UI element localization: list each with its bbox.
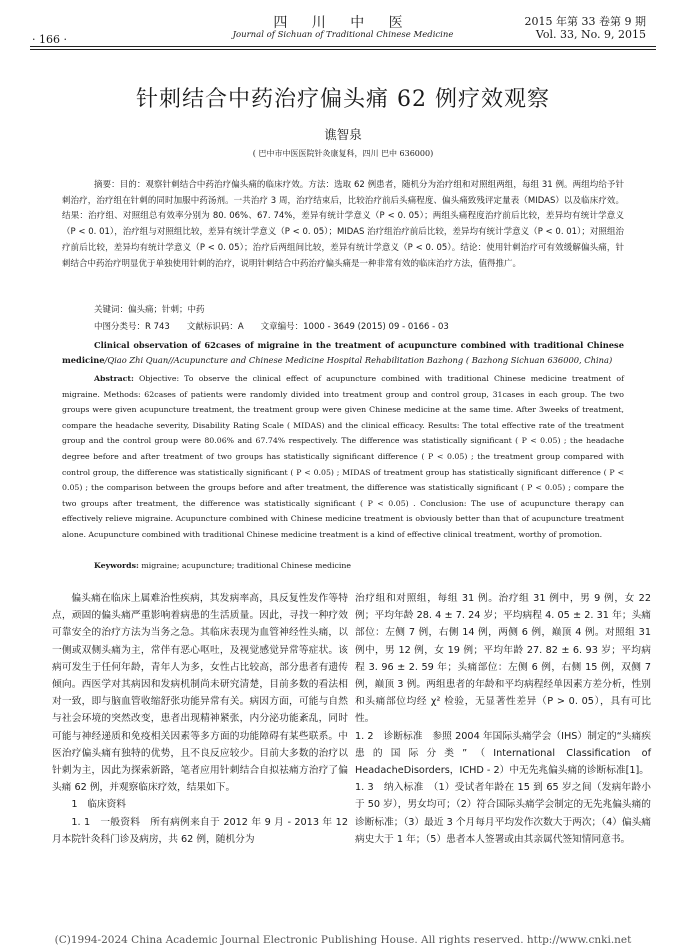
english-keywords-text: migraine; acupuncture; traditional Chinese medicine	[141, 561, 352, 570]
english-abstract-text: Objective: To observe the clinical effect of acupuncture combined with traditional Chinese medicine treatment of migraine. Methods: 62cases of patients were randomly divided into treatment group and control group, 31cases in each group. The two groups were given acupuncture treatment, the treatment group were given Chinese medicine at the same time. After 3weeks of treatment, compare the headache severity, Disability Rating Scale ( MIDAS) and the clinical efficacy. Results: The total effective rate of the treatment group and the control group were 80.06% and 67.74% respectively. The difference was statistically significant ( P < 0.05) ; the headache degree before and after treatment of two groups has statistically significant difference ( P < 0.05) ; the treatment group compared with control group, the difference was statistically significant ( P < 0.05) ; MIDAS of treatment group has statistically significant difference ( P < 0.05) ; the comparison between the groups before and after treatment, the difference was statistically significant ( P < 0.05) ; compare the two groups after treatment, the difference was statistically significant ( P < 0.05) . Conclusion: The use of acupuncture therapy can effectively relieve migraine. Acupuncture combined with Chinese medicine treatment is obviously better than that of acupuncture treatment alone. Acupuncture combined with traditional Chinese medicine treatment is a kind of effective clinical treatment, worthy of promotion.	[62, 374, 624, 539]
keywords-label: Keywords:	[94, 561, 139, 570]
issue-info-en: Vol. 33, No. 9, 2015	[535, 28, 646, 41]
keywords-cn: 关键词：偏头痛；针刺；中药	[94, 305, 205, 315]
intro-paragraph: 偏头痛在临床上属难治性疾病，其发病率高，具反复性发作等特点，顽固的偏头痛严重影响着病患的生活质量。因此，寻找一种疗效可靠安全的治疗方法为当务之急。其临床表现为血管神经性头痛，以一侧或双侧头痛为主，常伴有恶心呕吐，及视觉感觉异常等症状。该病可发生于任何年龄，青年人为多，女性占比较高，部分患者有遗传倾向。西医学对其病因和发病机制尚未研究清楚，目前多数的看法相对一致，即与脑血管收缩舒张功能异常有关。病因方面，可能与自然与社会环境的突然改变，患者出现精神紧张，内分泌功能紊乱，同时可能与神经递质和免疫相关因素等多方面的功能障碍有某些联系。中医治疗偏头痛有独特的优势，且不良反应较少。目前大多数的治疗以针刺为主，因此为探索新路，笔者应用针刺结合自拟祛痛方治疗了偏头痛 62 例，并观察临床疗效，结果如下。	[52, 593, 348, 794]
english-title-text: Clinical observation of 62cases of migraine in the treatment of acupuncture combined with traditional Chinese medicine	[62, 340, 624, 365]
abstract-cn: 摘要：目的：观察针刺结合中药治疗偏头痛的临床疗效。方法：选取 62 例患者，随机分为治疗组和对照组两组，每组 31 例。两组均给予针刺治疗，治疗组在针刺的同时加服中药汤剂。一共治疗 3 周，治疗结束后，比较治疗前后头痛程度、偏头痛致残评定量表（MIDAS）以及临床疗效。结果：治疗组、对照组总有效率分别为 80. 06%、67. 74%，差异有统计学意义（P < 0. 05）；两组头痛程度治疗前后比较，差异均有统计学意义（P < 0. 01），治疗组与对照组比较，差异有统计学意义（P < 0. 05）；MIDAS 治疗组治疗前后比较，差异均有统计学意义（P < 0. 01）；对照组治疗前后比较，差异均有统计学意义（P < 0. 05）；治疗后两组间比较，差异有统计学意义（P < 0. 05）。结论：使用针刺治疗可有效缓解偏头痛，针刺结合中药治疗明显优于单独使用针刺的治疗，说明针刺结合中药治疗偏头痛是一种非常有效的临床治疗方法，值得推广。	[62, 180, 624, 269]
classification-info: 中图分类号：R 743 文献标识码：A 文章编号：1000 - 3649 (2015) 09 - 0166 - 03	[94, 322, 449, 332]
article-title: 针刺结合中药治疗偏头痛 62 例疗效观察	[136, 87, 550, 112]
issue-info-cn: 2015 年第 33 卷第 9 期	[524, 15, 646, 28]
english-title	[62, 338, 624, 368]
body-column-left	[52, 590, 348, 848]
journal-title-cn: 四 川 中 医	[273, 15, 413, 31]
english-author-line: /Qiao Zhi Quan//Acupuncture and Chinese Medicine Hospital Rehabilitation Bazhong ( Bazhong Sichuan 636000, China)	[104, 355, 613, 365]
author-affiliation: ( 巴中市中医医院针灸康复科，四川 巴中 636000)	[252, 149, 434, 158]
journal-title-en: Journal of Sichuan of Traditional Chinese Medicine	[232, 30, 454, 40]
article-author: 谯智泉	[324, 127, 362, 142]
section-1-1-paragraph: 1. 1 一般资料 所有病例来自于 2012 年 9 月 - 2013 年 12 月本院针灸科门诊及病房，共 62 例，随机分为	[52, 816, 348, 845]
section-heading-1: 1 临床资料	[71, 799, 126, 811]
header-rule-thin	[30, 49, 656, 50]
diagnosis-criteria-paragraph: 1. 2 诊断标准 参照 2004 年国际头痛学会（IHS）制定的“头痛疾患的国际分类”（International Classification of HeadacheDisorders，ICHD - 2）中无先兆偏头痛的诊断标准[1]。	[355, 730, 651, 777]
header-rule	[30, 46, 656, 47]
page-number: · 166 ·	[32, 33, 67, 46]
group-details-paragraph: 治疗组和对照组，每组 31 例。治疗组 31 例中，男 9 例，女 22 例；平均年龄 28. 4 ± 7. 24 岁；平均病程 4. 05 ± 2. 31 年；头痛部位：左侧 7 例，右侧 14 例，两侧 6 例，巅顶 4 例。对照组 31 例中，男 12 例，女 19 例；平均年龄 27. 82 ± 6. 93 岁；平均病程 3. 96 ± 2. 59 年；头痛部位：左侧 6 例，右侧 15 例，双侧 7 例，巅顶 3 例。两组患者的年龄和平均病程经单因素方差分析，性别和头痛部位均经 χ² 检验，无显著性差异（P > 0. 05），具有可比性。	[355, 593, 651, 725]
english-keywords	[62, 558, 624, 574]
abstract-label: Abstract:	[94, 374, 134, 383]
copyright-footer: (C)1994-2024 China Academic Journal Electronic Publishing House. All rights reserved. http://www.cnki.net	[54, 934, 632, 946]
english-abstract	[62, 371, 624, 543]
body-column-right	[355, 590, 651, 848]
inclusion-criteria-paragraph: 1. 3 纳入标准 （1）受试者年龄在 15 到 65 岁之间（发病年龄小于 50 岁），男女均可；（2）符合国际头痛学会制定的无先兆偏头痛的诊断标准；（3）最近 3 个月每月平均发作次数大于两次；（4）偏头痛病史大于 1 年；（5）患者本人签署或由其亲属代签知情同意书。	[355, 782, 651, 845]
